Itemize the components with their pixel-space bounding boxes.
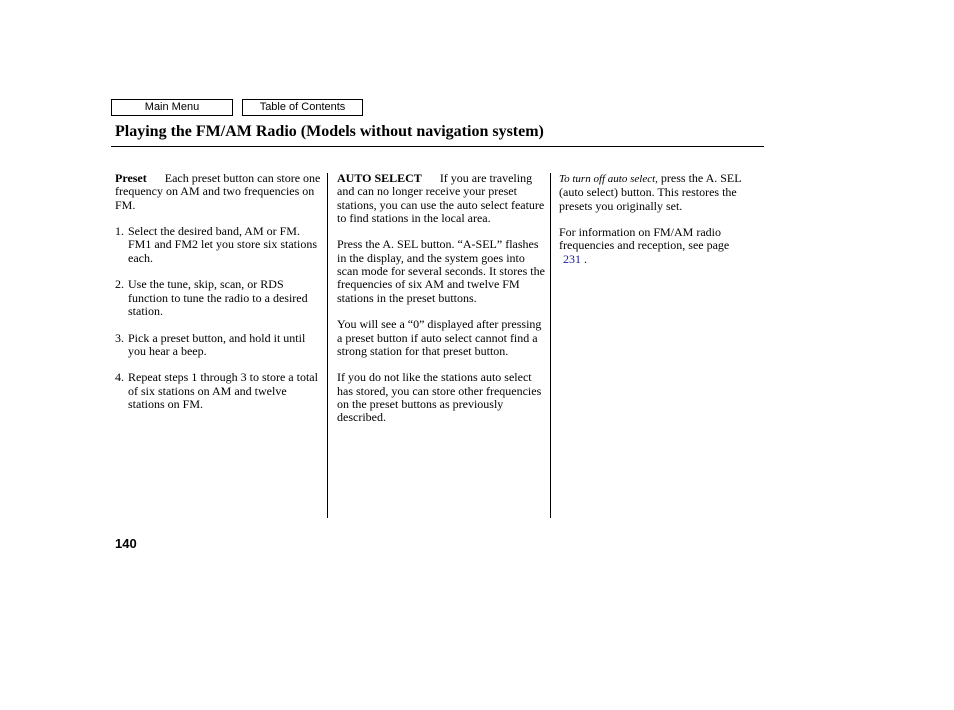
reference-paragraph	[559, 226, 759, 266]
step-item	[115, 278, 323, 318]
page-title: Playing the FM/AM Radio (Models without navigation system)	[115, 123, 544, 140]
step-item	[115, 371, 323, 411]
step-text: Select the desired band, AM or FM. FM1 and FM2 let you store six stations each.	[128, 224, 318, 265]
preset-heading: Preset	[115, 171, 147, 185]
auto-select-text: If you are traveling and can no longer receive your preset stations, you can use the auto select feature to find stations in the local area.	[337, 171, 545, 225]
step-number: 1.	[115, 224, 124, 239]
page-number: 140	[115, 536, 137, 551]
turn-off-text: press the A. SEL (auto select) button. This restores the presets you originally set.	[559, 171, 742, 213]
column-turn-off	[559, 172, 759, 279]
auto-select-paragraph: If you do not like the stations auto select has stored, you can store other frequencies on the preset buttons as previously described.	[337, 370, 542, 425]
preset-text: Each preset button can store one frequency on AM and two frequencies on FM.	[115, 171, 321, 212]
auto-select-paragraph: Press the A. SEL button. “A-SEL” flashes in the display, and the system goes into scan mode for several seconds. It stores the frequencies of six AM and twelve FM stations in the preset buttons.	[337, 237, 545, 305]
auto-select-paragraph: You will see a “0” displayed after pressing a preset button if auto select cannot find a strong station for that preset button.	[337, 317, 542, 358]
column-divider-2	[550, 173, 551, 518]
step-number: 3.	[115, 330, 124, 345]
step-number: 2.	[115, 277, 124, 292]
turn-off-lead: To turn off auto select,	[559, 173, 658, 185]
reference-text: For information on FM/AM radio frequencies and reception, see page	[559, 225, 730, 253]
column-preset	[115, 172, 323, 425]
auto-select-heading: AUTO SELECT	[337, 171, 422, 185]
reference-end: .	[581, 251, 587, 266]
main-menu-button[interactable]: Main Menu	[111, 99, 233, 116]
step-text: Use the tune, skip, scan, or RDS function to tune the radio to a desired station.	[128, 277, 308, 318]
page-231-link[interactable]: 231	[563, 251, 581, 266]
step-item	[115, 332, 323, 359]
column-auto-select	[337, 172, 545, 438]
auto-select-intro	[337, 172, 545, 225]
table-of-contents-button[interactable]: Table of Contents	[242, 99, 363, 116]
step-number: 4.	[115, 370, 124, 385]
step-text: Repeat steps 1 through 3 to store a total of six stations on AM and twelve stations on FM.	[128, 370, 318, 412]
step-text: Pick a preset button, and hold it until you hear a beep.	[128, 330, 306, 358]
turn-off-paragraph	[559, 172, 759, 213]
column-divider-1	[327, 173, 328, 518]
step-item	[115, 225, 323, 265]
preset-intro	[115, 172, 323, 212]
title-rule	[111, 146, 764, 147]
